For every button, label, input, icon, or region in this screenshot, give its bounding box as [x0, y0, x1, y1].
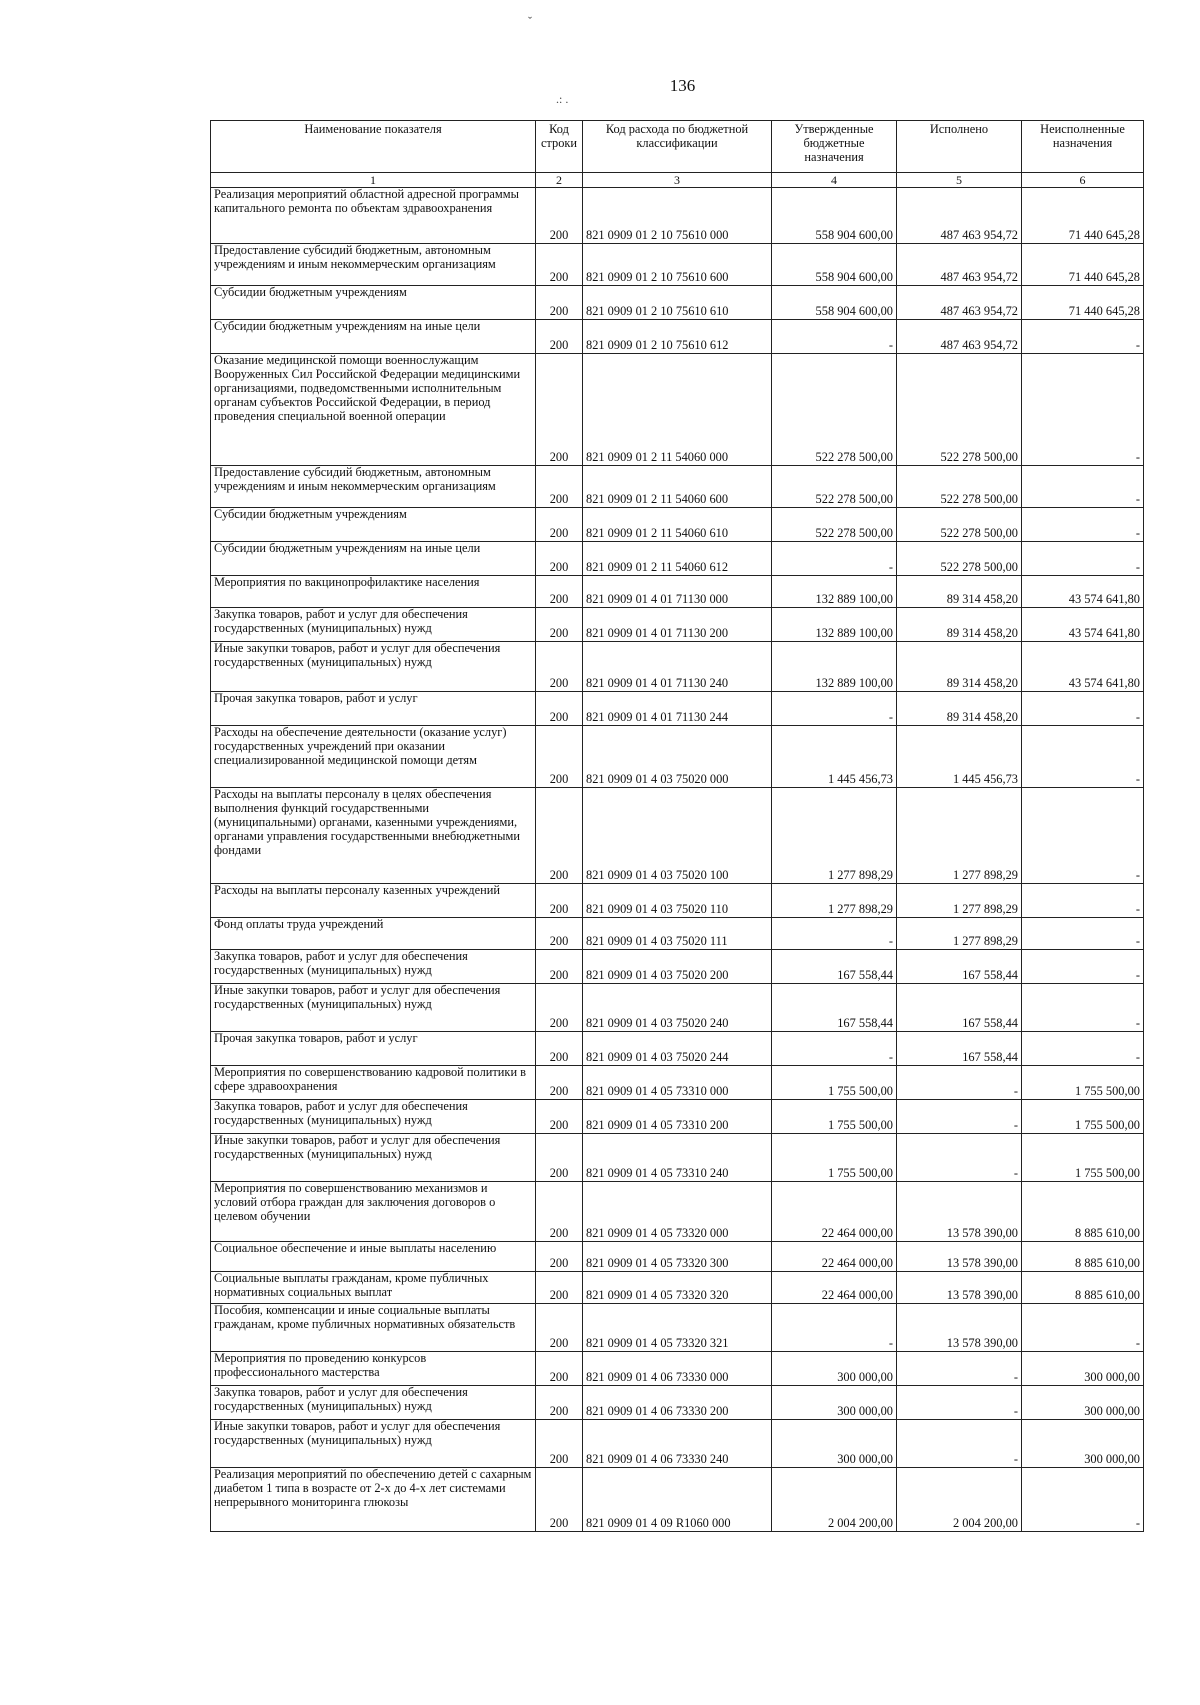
row-executed: 167 558,44	[897, 950, 1022, 984]
row-budget-code: 821 0909 01 2 11 54060 610	[583, 508, 772, 542]
row-approved: -	[772, 1304, 897, 1352]
header-col-number: 6	[1022, 173, 1144, 188]
row-approved: 300 000,00	[772, 1352, 897, 1386]
row-unexecuted: 1 755 500,00	[1022, 1134, 1144, 1182]
row-code: 200	[536, 354, 583, 466]
row-name: Закупка товаров, работ и услуг для обеспечения государственных (муниципальных) нужд	[211, 1386, 536, 1420]
row-budget-code: 821 0909 01 4 05 73310 000	[583, 1066, 772, 1100]
row-approved: 558 904 600,00	[772, 244, 897, 286]
row-name: Иные закупки товаров, работ и услуг для обеспечения государственных (муниципальных) нужд	[211, 1420, 536, 1468]
row-code: 200	[536, 1134, 583, 1182]
row-budget-code: 821 0909 01 4 03 75020 200	[583, 950, 772, 984]
row-name: Фонд оплаты труда учреждений	[211, 918, 536, 950]
row-executed: 487 463 954,72	[897, 286, 1022, 320]
row-unexecuted: 8 885 610,00	[1022, 1272, 1144, 1304]
row-approved: 300 000,00	[772, 1386, 897, 1420]
header-col-number: 5	[897, 173, 1022, 188]
row-unexecuted: 71 440 645,28	[1022, 244, 1144, 286]
row-approved: 522 278 500,00	[772, 354, 897, 466]
row-unexecuted: -	[1022, 1468, 1144, 1532]
table-row	[211, 1420, 1144, 1468]
table-header	[211, 121, 1144, 188]
row-unexecuted: 43 574 641,80	[1022, 608, 1144, 642]
row-budget-code: 821 0909 01 4 01 71130 240	[583, 642, 772, 692]
row-executed: 1 277 898,29	[897, 788, 1022, 884]
row-name: Закупка товаров, работ и услуг для обеспечения государственных (муниципальных) нужд	[211, 1100, 536, 1134]
row-unexecuted: -	[1022, 950, 1144, 984]
table-row	[211, 692, 1144, 726]
row-name: Субсидии бюджетным учреждениям	[211, 508, 536, 542]
row-budget-code: 821 0909 01 4 03 75020 244	[583, 1032, 772, 1066]
row-unexecuted: -	[1022, 1032, 1144, 1066]
table-row	[211, 1066, 1144, 1100]
scan-mark-dots: .: .	[556, 92, 569, 106]
row-approved: -	[772, 918, 897, 950]
row-budget-code: 821 0909 01 4 03 75020 000	[583, 726, 772, 788]
table-row	[211, 984, 1144, 1032]
row-budget-code: 821 0909 01 4 06 73330 200	[583, 1386, 772, 1420]
row-code: 200	[536, 726, 583, 788]
row-budget-code: 821 0909 01 4 01 71130 200	[583, 608, 772, 642]
row-unexecuted: -	[1022, 726, 1144, 788]
header-col-number: 4	[772, 173, 897, 188]
row-unexecuted: 1 755 500,00	[1022, 1066, 1144, 1100]
table-row	[211, 244, 1144, 286]
row-budget-code: 821 0909 01 2 10 75610 000	[583, 188, 772, 244]
row-code: 200	[536, 788, 583, 884]
row-approved: 132 889 100,00	[772, 576, 897, 608]
row-name: Предоставление субсидий бюджетным, автономным учреждениям и иным некоммерческим организациям	[211, 466, 536, 508]
row-executed: 522 278 500,00	[897, 466, 1022, 508]
row-unexecuted: 43 574 641,80	[1022, 642, 1144, 692]
table-row	[211, 1352, 1144, 1386]
header-approved: Утвержденные бюджетные назначения	[772, 121, 897, 173]
row-code: 200	[536, 508, 583, 542]
row-approved: 1 755 500,00	[772, 1134, 897, 1182]
row-executed: -	[897, 1100, 1022, 1134]
row-code: 200	[536, 1066, 583, 1100]
row-approved: 522 278 500,00	[772, 466, 897, 508]
row-name: Предоставление субсидий бюджетным, автономным учреждениям и иным некоммерческим организациям	[211, 244, 536, 286]
row-approved: 300 000,00	[772, 1420, 897, 1468]
row-budget-code: 821 0909 01 4 05 73310 200	[583, 1100, 772, 1134]
row-code: 200	[536, 1272, 583, 1304]
row-unexecuted: -	[1022, 918, 1144, 950]
table-row	[211, 918, 1144, 950]
row-unexecuted: -	[1022, 692, 1144, 726]
row-code: 200	[536, 1100, 583, 1134]
table-row	[211, 320, 1144, 354]
row-approved: 558 904 600,00	[772, 286, 897, 320]
row-name: Расходы на обеспечение деятельности (оказание услуг) государственных учреждений при оказании специализированной медицинской помощи детям	[211, 726, 536, 788]
row-code: 200	[536, 884, 583, 918]
table-row	[211, 884, 1144, 918]
row-approved: 522 278 500,00	[772, 508, 897, 542]
row-budget-code: 821 0909 01 2 10 75610 600	[583, 244, 772, 286]
row-unexecuted: -	[1022, 788, 1144, 884]
row-executed: 487 463 954,72	[897, 188, 1022, 244]
row-approved: 1 277 898,29	[772, 788, 897, 884]
header-unexecuted: Неисполненные назначения	[1022, 121, 1144, 173]
row-approved: -	[772, 320, 897, 354]
row-code: 200	[536, 950, 583, 984]
table-row	[211, 1272, 1144, 1304]
table-row	[211, 788, 1144, 884]
row-code: 200	[536, 1352, 583, 1386]
row-name: Мероприятия по вакцинопрофилактике населения	[211, 576, 536, 608]
header-kbk: Код расхода по бюджетной классификации	[583, 121, 772, 173]
row-unexecuted: 300 000,00	[1022, 1352, 1144, 1386]
row-budget-code: 821 0909 01 4 05 73310 240	[583, 1134, 772, 1182]
header-code: Код строки	[536, 121, 583, 173]
row-code: 200	[536, 608, 583, 642]
row-executed: 89 314 458,20	[897, 642, 1022, 692]
row-executed: 522 278 500,00	[897, 508, 1022, 542]
row-approved: 1 755 500,00	[772, 1066, 897, 1100]
row-executed: 167 558,44	[897, 1032, 1022, 1066]
row-approved: 167 558,44	[772, 984, 897, 1032]
row-budget-code: 821 0909 01 2 11 54060 600	[583, 466, 772, 508]
row-budget-code: 821 0909 01 4 05 73320 321	[583, 1304, 772, 1352]
row-approved: 132 889 100,00	[772, 608, 897, 642]
row-executed: 1 277 898,29	[897, 918, 1022, 950]
row-approved: -	[772, 692, 897, 726]
header-name: Наименование показателя	[211, 121, 536, 173]
row-budget-code: 821 0909 01 2 11 54060 000	[583, 354, 772, 466]
row-approved: 1 277 898,29	[772, 884, 897, 918]
row-code: 200	[536, 244, 583, 286]
row-code: 200	[536, 692, 583, 726]
row-code: 200	[536, 642, 583, 692]
row-budget-code: 821 0909 01 4 03 75020 111	[583, 918, 772, 950]
row-code: 200	[536, 1468, 583, 1532]
row-executed: -	[897, 1066, 1022, 1100]
row-approved: 1 445 456,73	[772, 726, 897, 788]
row-unexecuted: -	[1022, 884, 1144, 918]
header-col-number: 3	[583, 173, 772, 188]
table-row	[211, 642, 1144, 692]
page-number: 136	[669, 76, 696, 95]
row-approved: 22 464 000,00	[772, 1272, 897, 1304]
row-code: 200	[536, 1304, 583, 1352]
table-row	[211, 1242, 1144, 1272]
row-name: Иные закупки товаров, работ и услуг для обеспечения государственных (муниципальных) нужд	[211, 984, 536, 1032]
table-row	[211, 188, 1144, 244]
header-executed: Исполнено	[897, 121, 1022, 173]
row-approved: -	[772, 1032, 897, 1066]
row-executed: 167 558,44	[897, 984, 1022, 1032]
row-unexecuted: 8 885 610,00	[1022, 1242, 1144, 1272]
row-code: 200	[536, 188, 583, 244]
row-name: Расходы на выплаты персоналу в целях обеспечения выполнения функций государственными (муниципальными) органами, казенными учреждениями, органами управления государственными внебюджетными фондами	[211, 788, 536, 884]
row-executed: -	[897, 1352, 1022, 1386]
row-unexecuted: -	[1022, 508, 1144, 542]
row-executed: 13 578 390,00	[897, 1242, 1022, 1272]
row-unexecuted: 1 755 500,00	[1022, 1100, 1144, 1134]
row-budget-code: 821 0909 01 4 03 75020 110	[583, 884, 772, 918]
table-row	[211, 950, 1144, 984]
budget-execution-table	[210, 120, 1144, 1532]
table-body	[211, 188, 1144, 1532]
row-executed: 522 278 500,00	[897, 542, 1022, 576]
row-unexecuted: -	[1022, 542, 1144, 576]
header-col-number: 1	[211, 173, 536, 188]
row-unexecuted: 43 574 641,80	[1022, 576, 1144, 608]
row-name: Субсидии бюджетным учреждениям на иные цели	[211, 542, 536, 576]
table-row	[211, 1468, 1144, 1532]
row-unexecuted: 8 885 610,00	[1022, 1182, 1144, 1242]
row-budget-code: 821 0909 01 4 05 73320 300	[583, 1242, 772, 1272]
row-name: Реализация мероприятий по обеспечению детей с сахарным диабетом 1 типа в возрасте от 2-х до 4-х лет системами непрерывного мониторинга глюкозы	[211, 1468, 536, 1532]
row-approved: -	[772, 542, 897, 576]
row-approved: 558 904 600,00	[772, 188, 897, 244]
row-budget-code: 821 0909 01 4 06 73330 000	[583, 1352, 772, 1386]
row-name: Реализация мероприятий областной адресной программы капитального ремонта по объектам здравоохранения	[211, 188, 536, 244]
row-executed: 487 463 954,72	[897, 320, 1022, 354]
row-unexecuted: -	[1022, 466, 1144, 508]
table-row	[211, 466, 1144, 508]
row-approved: 2 004 200,00	[772, 1468, 897, 1532]
row-budget-code: 821 0909 01 4 06 73330 240	[583, 1420, 772, 1468]
row-unexecuted: -	[1022, 320, 1144, 354]
row-code: 200	[536, 576, 583, 608]
table-row	[211, 286, 1144, 320]
row-name: Мероприятия по совершенствованию кадровой политики в сфере здравоохранения	[211, 1066, 536, 1100]
row-executed: 13 578 390,00	[897, 1304, 1022, 1352]
row-name: Закупка товаров, работ и услуг для обеспечения государственных (муниципальных) нужд	[211, 950, 536, 984]
row-code: 200	[536, 286, 583, 320]
row-budget-code: 821 0909 01 2 10 75610 610	[583, 286, 772, 320]
row-name: Социальное обеспечение и иные выплаты населению	[211, 1242, 536, 1272]
row-budget-code: 821 0909 01 4 03 75020 240	[583, 984, 772, 1032]
row-unexecuted: 300 000,00	[1022, 1420, 1144, 1468]
row-name: Оказание медицинской помощи военнослужащим Вооруженных Сил Российской Федерации медицинскими организациями, подведомственными исполнительным органам субъектов Российской Федерации, в период проведения специальной военной операции	[211, 354, 536, 466]
row-code: 200	[536, 1242, 583, 1272]
row-name: Мероприятия по совершенствованию механизмов и условий отбора граждан для заключения договоров о целевом обучении	[211, 1182, 536, 1242]
row-name: Закупка товаров, работ и услуг для обеспечения государственных (муниципальных) нужд	[211, 608, 536, 642]
table-row	[211, 1134, 1144, 1182]
row-name: Расходы на выплаты персоналу казенных учреждений	[211, 884, 536, 918]
row-executed: 1 445 456,73	[897, 726, 1022, 788]
table-row	[211, 1304, 1144, 1352]
row-executed: -	[897, 1386, 1022, 1420]
row-executed: 522 278 500,00	[897, 354, 1022, 466]
row-executed: 2 004 200,00	[897, 1468, 1022, 1532]
row-approved: 1 755 500,00	[772, 1100, 897, 1134]
row-approved: 22 464 000,00	[772, 1182, 897, 1242]
table-row	[211, 726, 1144, 788]
row-unexecuted: 300 000,00	[1022, 1386, 1144, 1420]
row-code: 200	[536, 1182, 583, 1242]
row-name: Прочая закупка товаров, работ и услуг	[211, 1032, 536, 1066]
row-executed: 1 277 898,29	[897, 884, 1022, 918]
row-code: 200	[536, 918, 583, 950]
row-unexecuted: -	[1022, 354, 1144, 466]
table-row	[211, 576, 1144, 608]
table-row	[211, 1100, 1144, 1134]
row-code: 200	[536, 1420, 583, 1468]
row-unexecuted: 71 440 645,28	[1022, 286, 1144, 320]
row-executed: 487 463 954,72	[897, 244, 1022, 286]
table-row	[211, 608, 1144, 642]
row-unexecuted: -	[1022, 1304, 1144, 1352]
scan-mark-top: ˇ	[528, 14, 532, 28]
row-budget-code: 821 0909 01 2 10 75610 612	[583, 320, 772, 354]
row-name: Иные закупки товаров, работ и услуг для обеспечения государственных (муниципальных) нужд	[211, 1134, 536, 1182]
row-approved: 22 464 000,00	[772, 1242, 897, 1272]
row-executed: 89 314 458,20	[897, 608, 1022, 642]
row-name: Субсидии бюджетным учреждениям на иные цели	[211, 320, 536, 354]
table-row	[211, 1182, 1144, 1242]
table-row	[211, 542, 1144, 576]
row-name: Прочая закупка товаров, работ и услуг	[211, 692, 536, 726]
row-budget-code: 821 0909 01 4 05 73320 000	[583, 1182, 772, 1242]
row-code: 200	[536, 984, 583, 1032]
row-executed: 89 314 458,20	[897, 692, 1022, 726]
row-unexecuted: 71 440 645,28	[1022, 188, 1144, 244]
row-name: Социальные выплаты гражданам, кроме публичных нормативных социальных выплат	[211, 1272, 536, 1304]
row-name: Иные закупки товаров, работ и услуг для обеспечения государственных (муниципальных) нужд	[211, 642, 536, 692]
row-name: Пособия, компенсации и иные социальные выплаты гражданам, кроме публичных нормативных обязательств	[211, 1304, 536, 1352]
row-code: 200	[536, 542, 583, 576]
row-budget-code: 821 0909 01 4 03 75020 100	[583, 788, 772, 884]
table-row	[211, 508, 1144, 542]
row-approved: 132 889 100,00	[772, 642, 897, 692]
row-budget-code: 821 0909 01 4 05 73320 320	[583, 1272, 772, 1304]
row-budget-code: 821 0909 01 4 09 R1060 000	[583, 1468, 772, 1532]
row-budget-code: 821 0909 01 4 01 71130 244	[583, 692, 772, 726]
row-unexecuted: -	[1022, 984, 1144, 1032]
row-name: Мероприятия по проведению конкурсов профессионального мастерства	[211, 1352, 536, 1386]
row-executed: 13 578 390,00	[897, 1182, 1022, 1242]
row-approved: 167 558,44	[772, 950, 897, 984]
row-code: 200	[536, 466, 583, 508]
row-name: Субсидии бюджетным учреждениям	[211, 286, 536, 320]
row-executed: -	[897, 1134, 1022, 1182]
row-executed: 13 578 390,00	[897, 1272, 1022, 1304]
row-code: 200	[536, 1386, 583, 1420]
row-code: 200	[536, 1032, 583, 1066]
header-col-number: 2	[536, 173, 583, 188]
row-code: 200	[536, 320, 583, 354]
table-row	[211, 1032, 1144, 1066]
table-row	[211, 1386, 1144, 1420]
row-budget-code: 821 0909 01 2 11 54060 612	[583, 542, 772, 576]
table-row	[211, 354, 1144, 466]
row-executed: 89 314 458,20	[897, 576, 1022, 608]
row-executed: -	[897, 1420, 1022, 1468]
row-budget-code: 821 0909 01 4 01 71130 000	[583, 576, 772, 608]
